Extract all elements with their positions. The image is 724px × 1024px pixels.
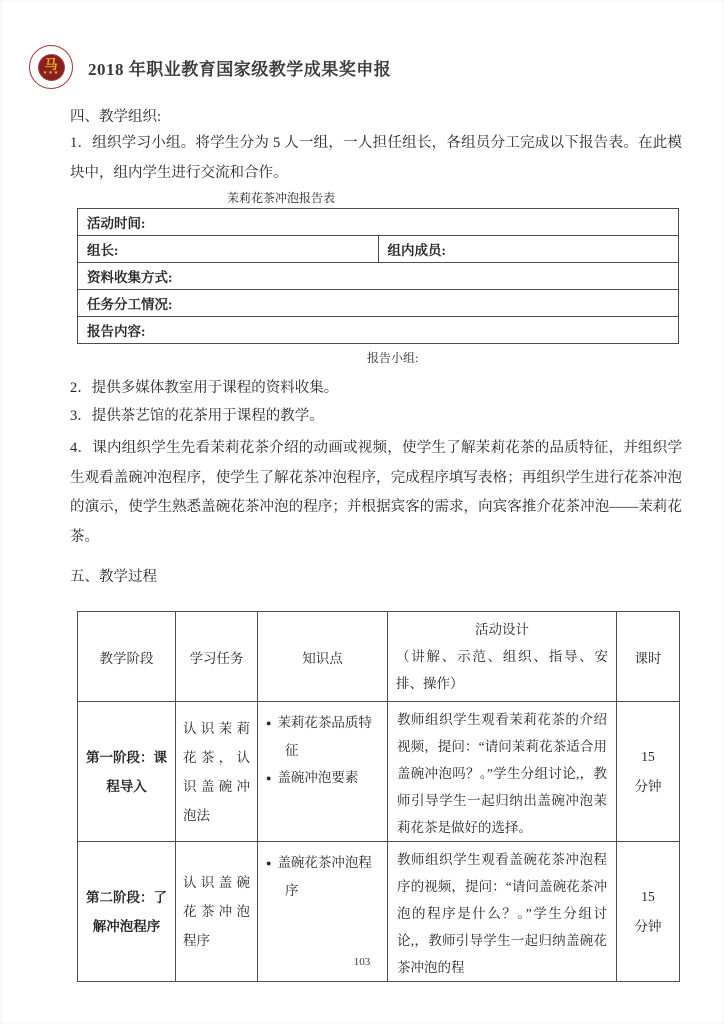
task-cell: 认识盖碗花茶冲泡程序 [176, 842, 258, 982]
header-task: 学习任务 [176, 612, 258, 702]
section4-heading: 四、教学组织: [70, 109, 162, 125]
section5-heading: 五、教学过程 [70, 569, 157, 585]
knowledge-point-item [266, 764, 381, 792]
bullet-icon: ● [266, 718, 272, 728]
group-members-cell: 组内成员: [378, 236, 679, 263]
table-row [78, 236, 679, 263]
table-row [78, 317, 679, 344]
activity-design-cell: 教师组织学生观看茉莉花茶的介绍视频，提问：“请问茉莉花茶适合用盖碗冲泡吗？。”学生分组讨论,，教师引导学生一起归纳出盖碗冲泡茉莉花茶是做好的选择。 [388, 702, 617, 842]
page-content [70, 106, 682, 982]
knowledge-points-cell [258, 702, 388, 842]
task-division-cell: 任务分工情况: [78, 290, 679, 317]
header-duration: 课时 [617, 612, 680, 702]
section4-paragraph-4: 4．课内组织学生先看茉莉花茶介绍的动画或视频，使学生了解茉莉花茶的品质特征，并组织学生观看盖碗冲泡程序，使学生了解花茶冲泡程序，完成程序填写表格；再组织学生进行花茶冲泡的演示，使学生熟悉盖碗花茶冲泡的程序；并根据宾客的需求，向宾客推介花茶冲泡——茉莉花茶。 [70, 440, 682, 545]
duration-cell [617, 702, 680, 842]
section4-paragraph-3: 3．提供茶艺馆的花茶用于课程的教学。 [70, 408, 324, 424]
report-form-table [77, 208, 679, 344]
task-cell: 认识茉莉花茶，认识盖碗冲泡法 [176, 702, 258, 842]
table-row [78, 209, 679, 236]
report-group-label: 报告小组: [367, 351, 419, 365]
header-stage: 教学阶段 [78, 612, 176, 702]
activity-time-cell: 活动时间: [78, 209, 679, 236]
collection-method-cell: 资料收集方式: [78, 263, 679, 290]
header-activity [388, 612, 617, 702]
header-points: 知识点 [258, 612, 388, 702]
teaching-process-table [77, 611, 680, 982]
table-header-row [78, 612, 680, 702]
section4-paragraph-1: 1．组织学习小组。将学生分为 5 人一组，一人担任组长，各组员分工完成以下报告表。在此模块中，组内学生进行交流和合作。 [70, 135, 682, 181]
knowledge-point-item [266, 709, 381, 764]
seal-inner-circle [38, 54, 65, 81]
knowledge-point-text: 茉莉花茶品质特征 [277, 715, 372, 758]
group-leader-cell: 组长: [78, 236, 379, 263]
document-title: 2018 年职业教育国家级教学成果奖申报 [88, 59, 392, 79]
golden-horse-icon: 马 [44, 57, 58, 72]
table1-caption: 茉莉花茶冲泡报告表 [227, 191, 336, 205]
header-activity-subtitle: （讲解、示范、组织、指导、安排、操作） [396, 649, 608, 691]
seal-stars-icon: ★★★ [42, 71, 60, 76]
page-number: 103 [353, 956, 371, 968]
duration-number: 15 [641, 748, 655, 764]
bullet-icon: ● [266, 773, 272, 783]
knowledge-point-item [266, 849, 381, 904]
activity-design-cell: 教师组织学生观看盖碗花茶冲泡程序的视频，提问：“请问盖碗花茶冲泡的程序是什么？。”学生分组讨论,，教师引导学生一起归纳盖碗花茶冲泡的程 [388, 842, 617, 982]
section4-paragraph-2: 2．提供多媒体教室用于课程的资料收集。 [70, 380, 339, 396]
duration-unit: 分钟 [634, 778, 662, 794]
school-seal-icon [29, 45, 73, 89]
knowledge-point-text: 盖碗花茶冲泡程序 [277, 855, 372, 898]
table-row [78, 290, 679, 317]
duration-number: 15 [641, 888, 655, 904]
header-activity-title: 活动设计 [475, 622, 529, 637]
bullet-icon: ● [266, 858, 272, 868]
duration-unit: 分钟 [634, 918, 662, 934]
knowledge-point-text: 盖碗冲泡要素 [277, 770, 359, 785]
stage-cell: 第一阶段：课程导入 [78, 702, 176, 842]
table-row [78, 702, 680, 842]
stage-cell: 第二阶段：了解冲泡程序 [78, 842, 176, 982]
table-row [78, 263, 679, 290]
page-header [29, 0, 724, 90]
report-content-cell: 报告内容: [78, 317, 679, 344]
